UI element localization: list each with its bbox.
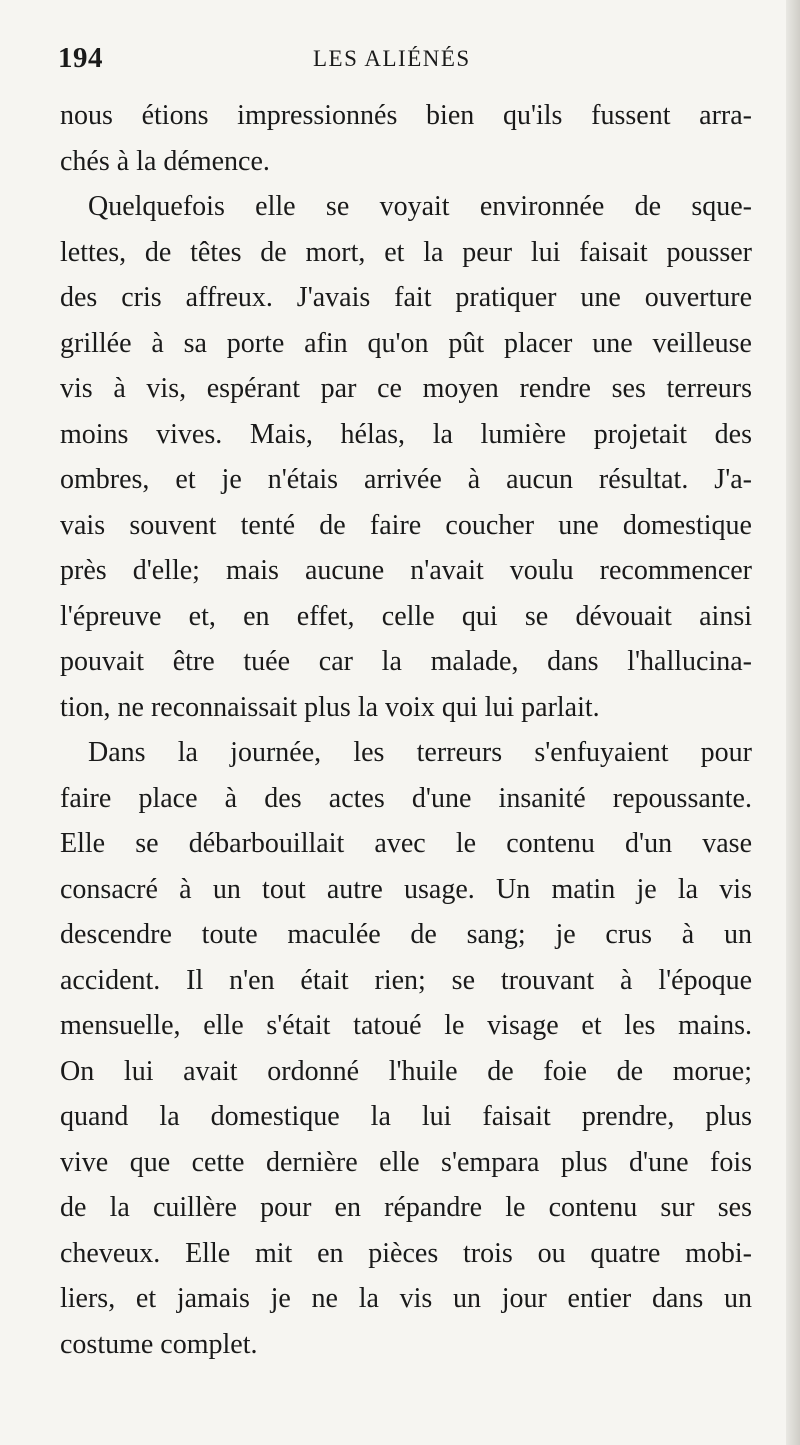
text-line: cheveux. Elle mit en pièces trois ou quatre mobi- [60,1237,752,1269]
text-line: grillée à sa porte afin qu'on pût placer une veilleuse [60,327,752,359]
text-line: tion, ne reconnaissait plus la voix qui lui parlait. [60,691,600,723]
text-line: vis à vis, espérant par ce moyen rendre ses terreurs [60,373,752,404]
text-line: liers, et jamais je ne la vis un jour entier dans un [60,1283,752,1314]
page-number: 194 [58,42,103,74]
page-header [58,42,748,82]
text-line: près d'elle; mais aucune n'avait voulu recommencer [60,555,752,586]
text-line: moins vives. Mais, hélas, la lumière projetait des [60,418,752,450]
text-line: chés à la démence. [60,145,270,177]
text-line: vive que cette dernière elle s'empara plus d'une fois [60,1146,752,1178]
body-text [60,93,752,1367]
text-line: Quelquefois elle se voyait environnée de sque- [88,191,752,222]
text-line: mensuelle, elle s'était tatoué le visage et les mains. [60,1010,752,1041]
text-line: quand la domestique la lui faisait prendre, plus [60,1101,752,1132]
text-line: pouvait être tuée car la malade, dans l'hallucina- [60,646,752,677]
text-line: des cris affreux. J'avais fait pratiquer une ouverture [60,282,752,313]
page-edge [786,0,800,1445]
text-line: costume complet. [60,1328,258,1360]
text-line: faire place à des actes d'une insanité repoussante. [60,782,752,814]
running-title: LES ALIÉNÉS [313,46,471,71]
text-line: nous étions impressionnés bien qu'ils fussent arra- [60,100,752,131]
text-line: On lui avait ordonné l'huile de foie de morue; [60,1055,752,1087]
text-line: Elle se débarbouillait avec le contenu d'un vase [60,828,752,859]
text-line: accident. Il n'en était rien; se trouvant à l'époque [60,964,752,996]
text-line: consacré à un tout autre usage. Un matin je la vis [60,873,752,905]
text-line: Dans la journée, les terreurs s'enfuyaient pour [88,737,752,768]
text-line: l'épreuve et, en effet, celle qui se dévouait ainsi [60,600,752,632]
text-line: ombres, et je n'étais arrivée à aucun résultat. J'a- [60,464,752,495]
text-line: descendre toute maculée de sang; je crus à un [60,919,752,950]
text-line: vais souvent tenté de faire coucher une domestique [60,509,752,541]
text-line: de la cuillère pour en répandre le contenu sur ses [60,1192,752,1223]
text-line: lettes, de têtes de mort, et la peur lui faisait pousser [60,236,752,268]
